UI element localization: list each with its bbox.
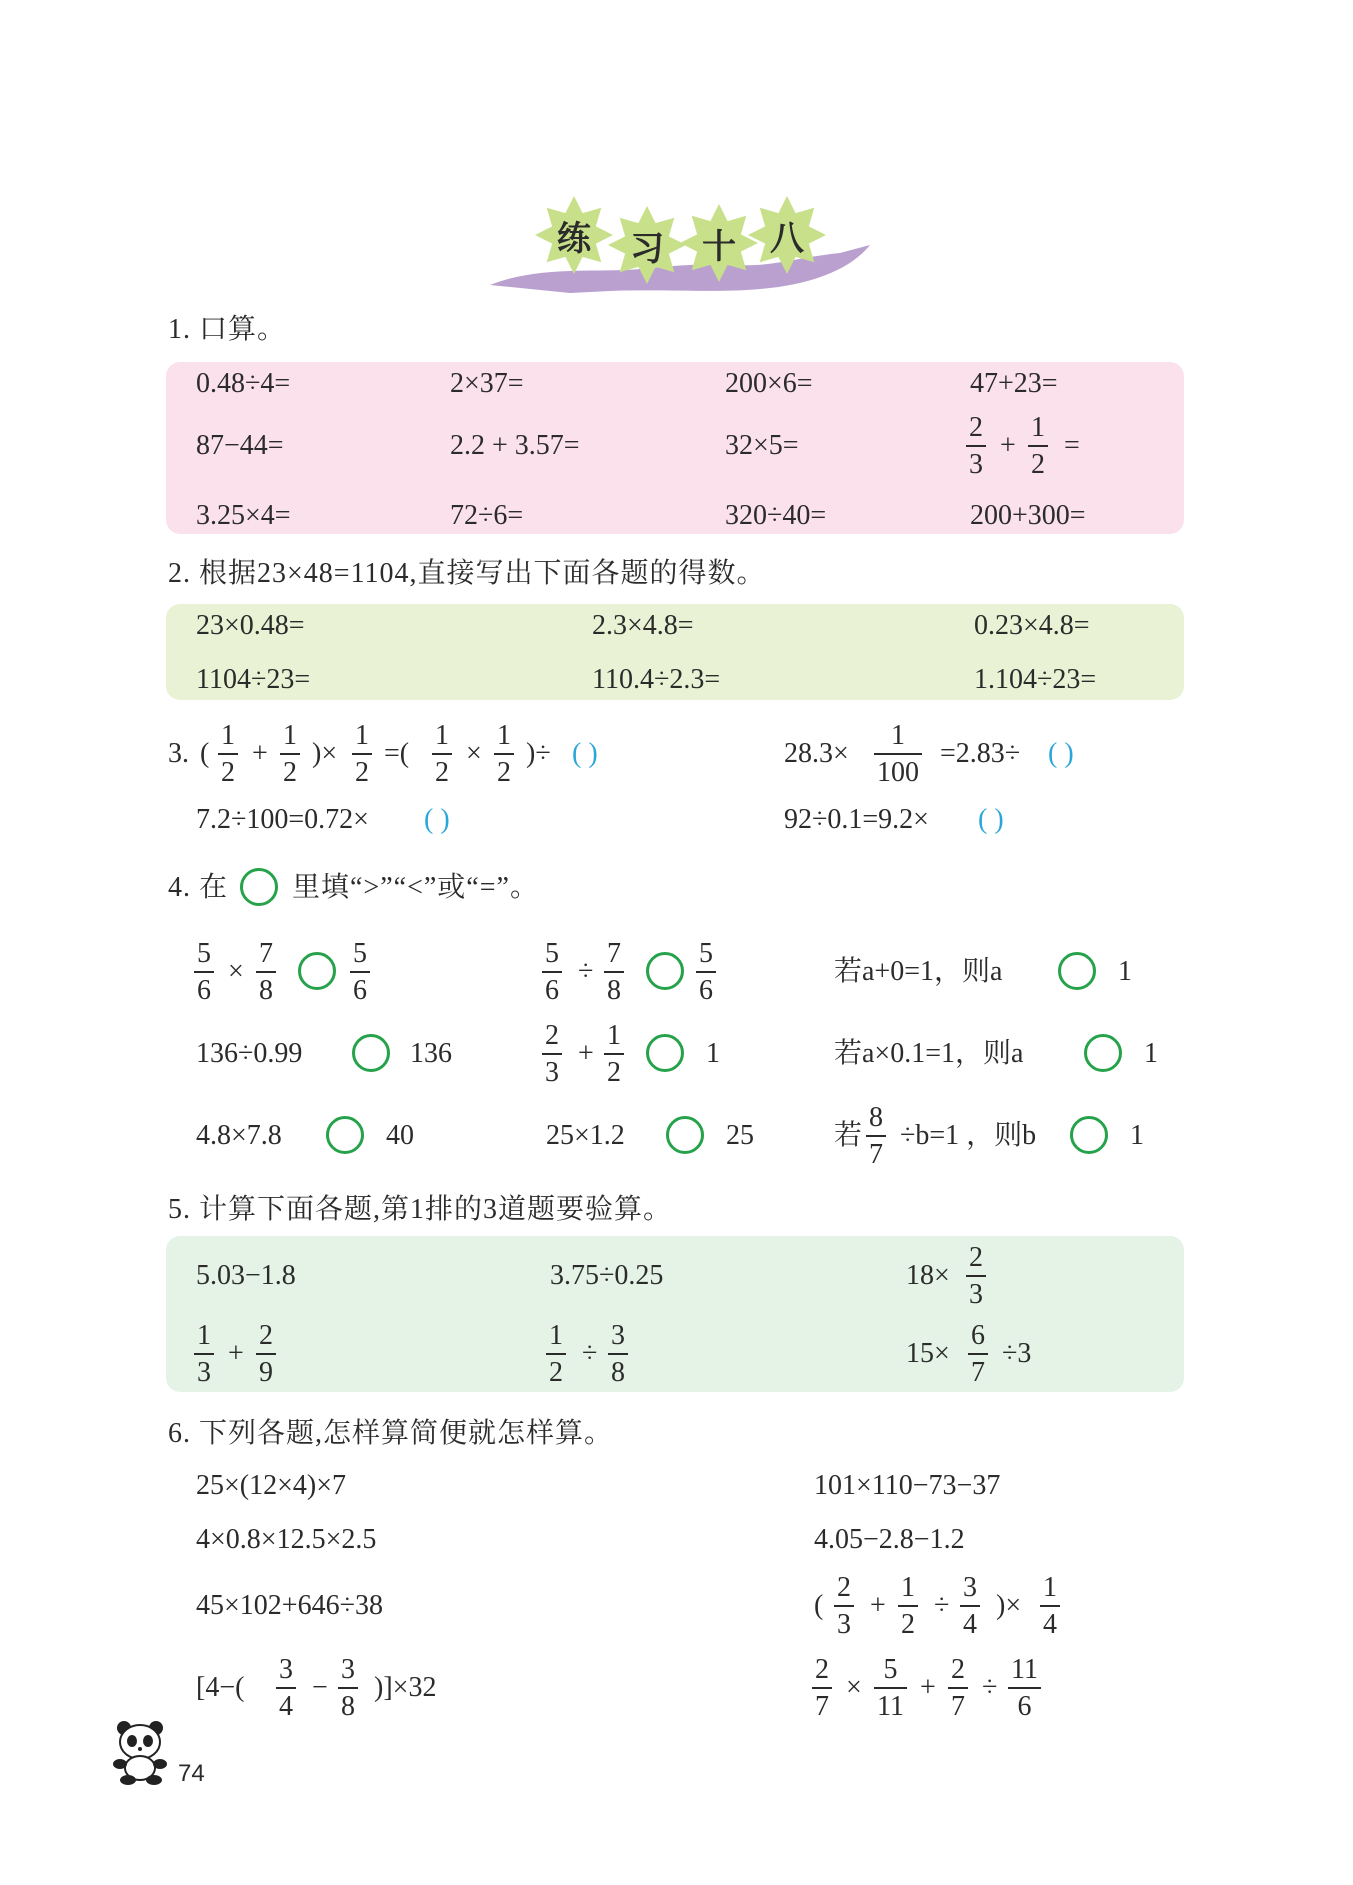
operator: × [466,738,482,769]
operator: )× [312,738,338,769]
operator: ÷ [578,956,594,987]
fraction: 1 2 [604,1022,624,1087]
q4-left: 25×1.2 [546,1120,625,1151]
fraction: 1 2 [494,722,514,787]
compare-circle[interactable] [1058,952,1096,990]
q2-item: 23×0.48= [196,610,305,641]
q4-right: 25 [726,1120,754,1151]
fraction: 3 8 [608,1322,628,1387]
q6-item: 4×0.8×12.5×2.5 [196,1524,377,1555]
compare-circle[interactable] [352,1034,390,1072]
q1-heading: 1. 口算。 [168,314,287,345]
q1-item: 32×5= [725,430,799,461]
operator: + [870,1590,886,1621]
equals-sign: = [1064,430,1080,461]
q4-right: 40 [386,1120,414,1151]
fraction: 6 7 [968,1322,988,1387]
q3-c-expr: 7.2÷100=0.72× [196,804,369,835]
operator: ÷ [934,1590,950,1621]
operator: ÷ [582,1338,598,1369]
title-char: 练 [557,218,591,259]
q5-box [166,1236,1184,1392]
title-char: 八 [770,218,804,259]
fraction: 2 3 [834,1574,854,1639]
q3-b-expr: 28.3× [784,738,849,769]
operator: × [846,1672,862,1703]
q3-b-expr: =2.83÷ [940,738,1021,769]
q6-item: 25×(12×4)×7 [196,1470,347,1501]
q4-right: 1 [706,1038,720,1069]
operator: × [228,956,244,987]
compare-circle[interactable] [298,952,336,990]
q6-item: 45×102+646÷38 [196,1590,383,1621]
q5-item: 15× [906,1338,950,1369]
title-char: 十 [702,226,736,267]
fraction: 1 2 [280,722,300,787]
q4-condition: ÷b=1 ，则b [900,1120,1037,1151]
compare-circle[interactable] [1084,1034,1122,1072]
q1-item: 320÷40= [725,500,827,531]
q4-left: 4.8×7.8 [196,1120,282,1151]
q2-item: 2.3×4.8= [592,610,694,641]
compare-circle-icon [240,868,278,906]
fraction: 2 3 [966,414,986,479]
q3-d-expr: 92÷0.1=9.2× [784,804,929,835]
fraction: 2 9 [256,1322,276,1387]
paren-open: ( [200,738,210,769]
fraction: 1 2 [1028,414,1048,479]
q1-item: 47+23= [970,368,1058,399]
q1-item: 87−44= [196,430,284,461]
q4-condition: 若a×0.1=1，则a [834,1038,1024,1069]
q2-heading: 2. 根据23×48=1104,直接写出下面各题的得数。 [168,558,766,589]
q6-item: 4.05−2.8−1.2 [814,1524,965,1555]
q6-item: 101×110−73−37 [814,1470,1001,1501]
operator: + [252,738,268,769]
q2-item: 1104÷23= [196,664,311,695]
title-star-4 [748,196,826,274]
fraction: 1 2 [898,1574,918,1639]
fraction: 11 6 [1008,1656,1041,1721]
fraction: 2 3 [542,1022,562,1087]
fraction: 1 2 [352,722,372,787]
q2-item: 1.104÷23= [974,664,1097,695]
fraction: 2 7 [812,1656,832,1721]
fraction: 1 3 [194,1322,214,1387]
fraction: 1 4 [1040,1574,1060,1639]
fraction: 8 7 [866,1104,886,1169]
operator: + [920,1672,936,1703]
q6-item: [4−( [196,1672,245,1703]
compare-circle[interactable] [646,1034,684,1072]
fraction: 1 2 [546,1322,566,1387]
q5-item: ÷3 [1002,1338,1032,1369]
q4-condition: 若 [834,1120,863,1151]
title-star-2 [608,206,686,284]
q4-right: 136 [410,1038,452,1069]
q1-item: 2×37= [450,368,524,399]
title-char: 习 [630,228,664,269]
q6-heading: 6. 下列各题,怎样算简便就怎样算。 [168,1418,614,1449]
fraction: 7 8 [604,940,624,1005]
fraction: 7 8 [256,940,276,1005]
q1-item: 200×6= [725,368,813,399]
q1-item: 2.2 + 3.57= [450,430,580,461]
operator: ÷ [982,1672,998,1703]
fraction: 2 7 [948,1656,968,1721]
operator: )× [996,1590,1022,1621]
operator: =( [384,738,410,769]
fraction: 3 4 [960,1574,980,1639]
q4-heading-pre: 4. 在 [168,872,229,903]
panda-icon [110,1718,172,1786]
operator: − [312,1672,328,1703]
q1-item: 72÷6= [450,500,524,531]
q4-right: 1 [1118,956,1132,987]
answer-blank[interactable]: ( ) [572,738,598,769]
fraction: 1 2 [218,722,238,787]
fraction: 2 3 [966,1244,986,1309]
page-number: 74 [178,1760,205,1787]
title-star-3 [680,204,758,282]
q4-left: 136÷0.99 [196,1038,303,1069]
q4-condition: 若a+0=1，则a [834,956,1003,987]
q6-item: )]×32 [374,1672,437,1703]
fraction: 3 8 [338,1656,358,1721]
q5-item: 3.75÷0.25 [550,1260,664,1291]
operator: + [228,1338,244,1369]
fraction: 1 100 [874,722,922,787]
compare-circle[interactable] [1070,1116,1108,1154]
q1-item: 200+300= [970,500,1086,531]
compare-circle[interactable] [646,952,684,990]
answer-blank[interactable]: ( ) [424,804,450,835]
fraction: 5 6 [350,940,370,1005]
q3-number: 3. [168,738,189,769]
fraction: 5 6 [194,940,214,1005]
q1-item: 0.48÷4= [196,368,291,399]
q2-item: 110.4÷2.3= [592,664,721,695]
fraction: 5 11 [874,1656,907,1721]
operator: + [1000,430,1016,461]
q1-item: 3.25×4= [196,500,291,531]
compare-circle[interactable] [326,1116,364,1154]
q5-item: 5.03−1.8 [196,1260,296,1291]
q4-right: 1 [1144,1038,1158,1069]
answer-blank[interactable]: ( ) [978,804,1004,835]
fraction: 1 2 [432,722,452,787]
operator: + [578,1038,594,1069]
q4-heading-post: 里填“>”“<”或“=”。 [292,872,539,903]
paren-open: ( [814,1590,824,1621]
q4-right: 1 [1130,1120,1144,1151]
compare-circle[interactable] [666,1116,704,1154]
title-star-1 [535,196,613,274]
operator: )÷ [526,738,551,769]
q5-heading: 5. 计算下面各题,第1排的3道题要验算。 [168,1194,673,1225]
q2-item: 0.23×4.8= [974,610,1090,641]
q5-item: 18× [906,1260,950,1291]
answer-blank[interactable]: ( ) [1048,738,1074,769]
fraction: 5 6 [696,940,716,1005]
fraction: 5 6 [542,940,562,1005]
fraction: 3 4 [276,1656,296,1721]
